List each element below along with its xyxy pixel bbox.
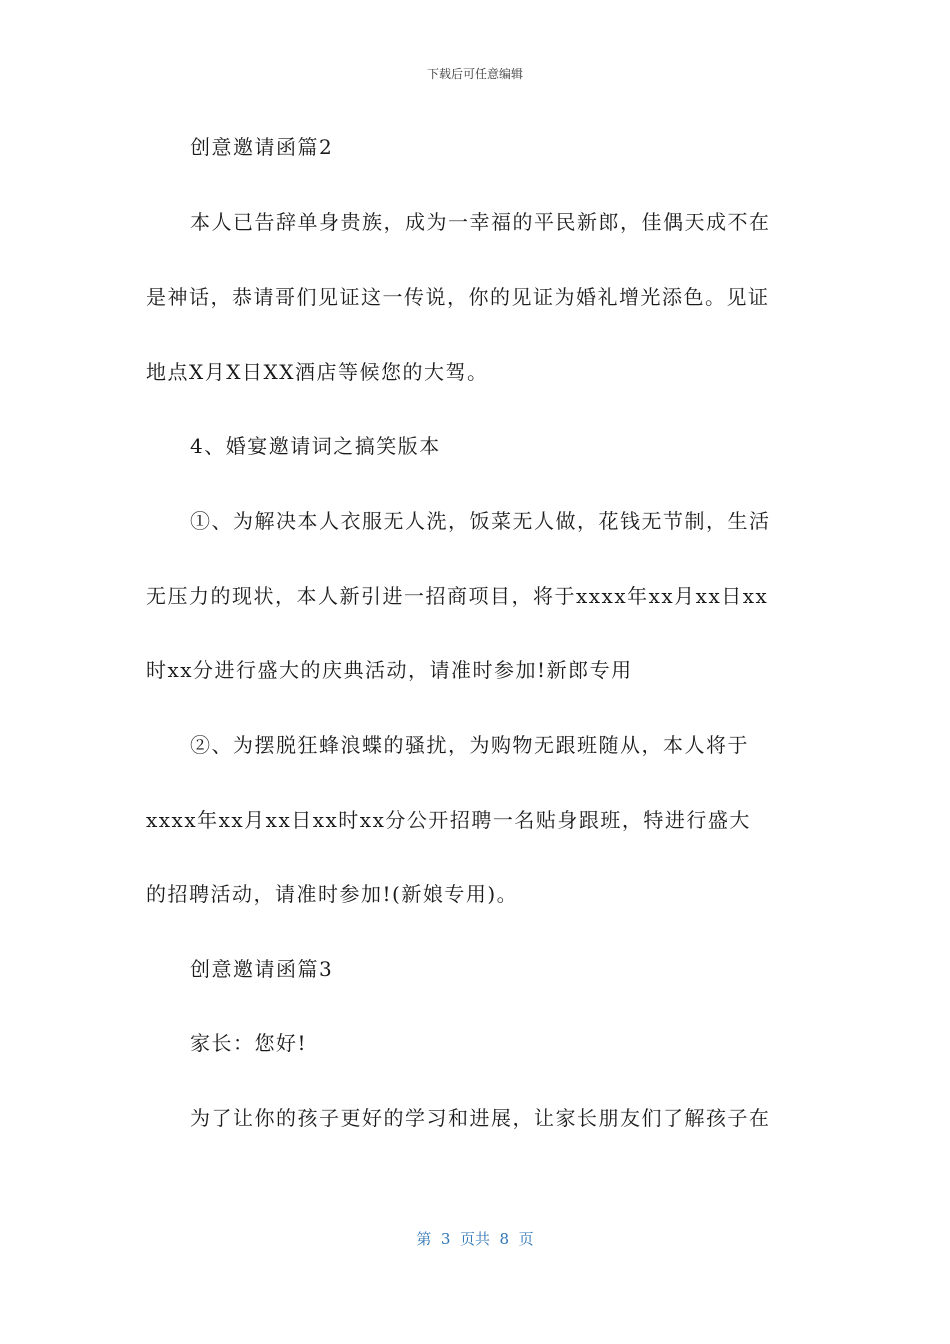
paragraph-line: ①、为解决本人衣服无人洗，饭菜无人做，花钱无节制，生活 <box>190 509 771 533</box>
paragraph-line: 的招聘活动，请准时参加!(新娘专用)。 <box>146 882 519 906</box>
paragraph-line: 时xx分进行盛大的庆典活动，请准时参加!新郎专用 <box>146 658 633 682</box>
paragraph-line: 地点X月X日XX酒店等候您的大驾。 <box>146 360 489 384</box>
page-header: 下载后可任意编辑 <box>426 67 523 81</box>
page-number-footer: 第 3 页共 8 页 <box>416 1230 534 1248</box>
paragraph-line: xxxx年xx月xx日xx时xx分公开招聘一名贴身跟班，特进行盛大 <box>146 808 751 832</box>
section-heading: 4、婚宴邀请词之搞笑版本 <box>190 434 441 458</box>
paragraph-line: 无压力的现状，本人新引进一招商项目，将于xxxx年xx月xx日xx <box>146 584 769 608</box>
paragraph-line: 是神话，恭请哥们见证这一传说，你的见证为婚礼增光添色。见证 <box>146 285 770 309</box>
section-heading: 创意邀请函篇2 <box>190 135 334 159</box>
salutation: 家长：您好! <box>190 1031 308 1055</box>
section-heading: 创意邀请函篇3 <box>190 957 334 981</box>
paragraph-line: 为了让你的孩子更好的学习和进展，让家长朋友们了解孩子在 <box>190 1106 771 1130</box>
paragraph-line: 本人已告辞单身贵族，成为一幸福的平民新郎，佳偶天成不在 <box>190 210 771 234</box>
paragraph-line: ②、为摆脱狂蜂浪蝶的骚扰，为购物无跟班随从，本人将于 <box>190 733 749 757</box>
